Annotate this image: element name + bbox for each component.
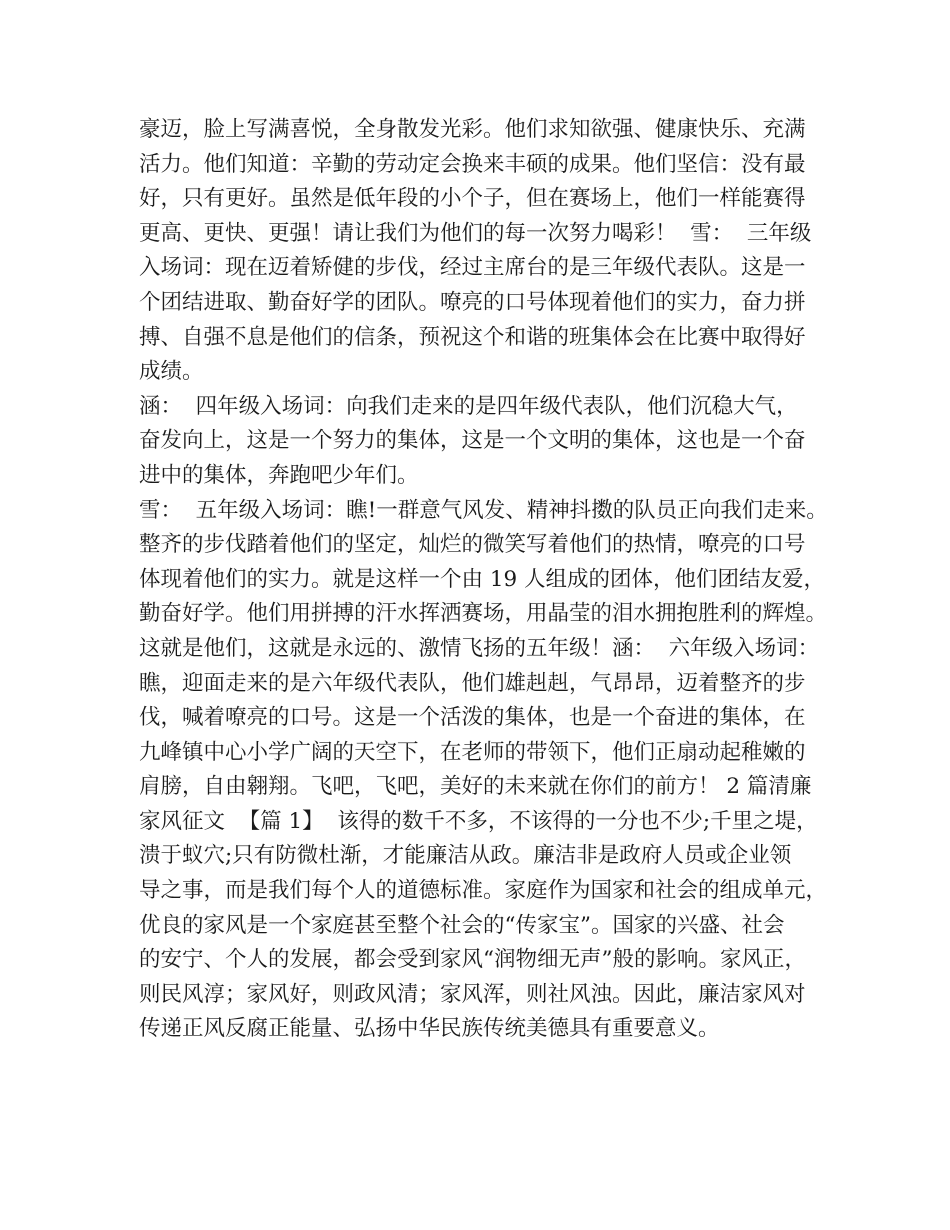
text-line: 搏、自强不息是他们的信条，预祝这个和谐的班集体会在比赛中取得好 [139, 324, 806, 350]
text-line: 活力。他们知道：辛勤的劳动定会换来丰硕的成果。他们坚信：没有最 [139, 151, 806, 177]
text-line: 涵： 四年级入场词：向我们走来的是四年级代表队，他们沉稳大气， [139, 393, 798, 419]
text-line: 雪： 五年级入场词：瞧!一群意气风发、精神抖擞的队员正向我们走来。 [139, 497, 828, 523]
text-line: 则民风淳；家风好，则政风清；家风浑，则社风浊。因此，廉洁家风对 [139, 981, 806, 1007]
text-line: 勤奋好学。他们用拼搏的汗水挥洒赛场，用晶莹的泪水拥抱胜利的辉煌。 [139, 601, 828, 627]
text-line: 这就是他们，这就是永远的、激情飞扬的五年级！涵： 六年级入场词： [139, 635, 820, 661]
text-line: 奋发向上，这是一个努力的集体，这是一个文明的集体，这也是一个奋 [139, 428, 806, 454]
body-text [139, 113, 829, 1047]
text-line: 好，只有更好。虽然是低年段的小个子，但在赛场上，他们一样能赛得 [139, 186, 806, 212]
text-line: 家风征文 【篇 1】 该得的数千不多，不该得的一分也不少;千里之堤， [139, 808, 818, 834]
text-line: 传递正风反腐正能量、弘扬中华民族传统美德具有重要意义。 [139, 1016, 720, 1042]
text-line: 整齐的步伐踏着他们的坚定，灿烂的微笑写着他们的热情，嘹亮的口号 [139, 532, 806, 558]
text-line: 更高、更快、更强！请让我们为他们的每一次努力喝彩！ 雪： 三年级 [139, 220, 812, 246]
text-line: 成绩。 [139, 359, 204, 385]
text-line: 导之事，而是我们每个人的道德标准。家庭作为国家和社会的组成单元， [139, 878, 828, 904]
text-line: 进中的集体，奔跑吧少年们。 [139, 462, 419, 488]
text-line: 九峰镇中心小学广阔的天空下，在老师的带领下，他们正扇动起稚嫩的 [139, 739, 806, 765]
text-line: 瞧，迎面走来的是六年级代表队，他们雄赳赳，气昂昂，迈着整齐的步 [139, 670, 806, 696]
text-line: 优良的家风是一个家庭甚至整个社会的“传家宝”。国家的兴盛、社会 [139, 912, 785, 938]
text-line: 肩膀，自由翱翔。飞吧，飞吧，美好的未来就在你们的前方！ 2 篇清廉 [139, 774, 812, 800]
text-line: 入场词：现在迈着矫健的步伐，经过主席台的是三年级代表队。这是一 [139, 255, 806, 281]
text-line: 溃于蚁穴;只有防微杜渐，才能廉洁从政。廉洁非是政府人员或企业领 [139, 843, 792, 869]
text-line: 豪迈，脸上写满喜悦，全身散发光彩。他们求知欲强、健康快乐、充满 [139, 117, 806, 142]
text-line: 伐，喊着嘹亮的口号。这是一个活泼的集体，也是一个奋进的集体，在 [139, 705, 806, 731]
text-line: 体现着他们的实力。就是这样一个由 19 人组成的团体，他们团结友爱， [139, 566, 826, 592]
text-line: 的安宁、个人的发展，都会受到家风“润物细无声”般的影响。家风正， [139, 947, 806, 973]
text-line: 个团结进取、勤奋好学的团队。嘹亮的口号体现着他们的实力，奋力拼 [139, 289, 806, 315]
